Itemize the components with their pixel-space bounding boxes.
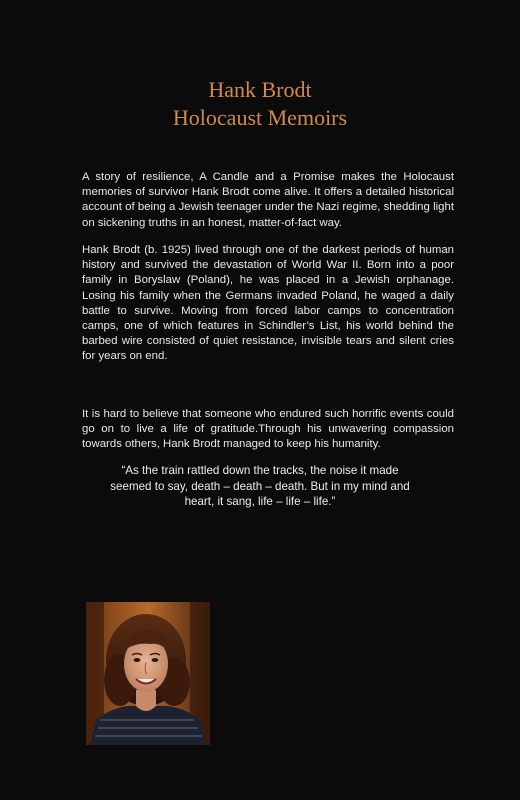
pull-quote: “As the train rattled down the tracks, the noise it made seemed to say, death – death – death. But in my mind and heart, it sang, life – life – life.”: [110, 464, 410, 509]
title-line-1: Hank Brodt: [208, 77, 312, 102]
blurb-paragraph-2: Hank Brodt (b. 1925) lived through one of the darkest periods of human history and survived the devastation of World War II. Born into a poor family in Boryslaw (Poland), he was placed in a Jewish orphanage. Losing his family when the Germans invaded Poland, he waged a daily battle to survive. Moving from forced labor camps to concentration camps, one of which features in Schindler’s List, his world behind the barbed wire consisted of quiet resistance, invisible tears and silent cries for years on end.: [82, 244, 454, 363]
blurb-paragraph-1: A story of resilience, A Candle and a Promise makes the Holocaust memories of survivor Hank Brodt come alive. It offers a detailed historical account of being a Jewish teenager under the Nazi regime, shedding light on sickening truths in an honest, matter-of-fact way.: [82, 171, 454, 229]
blurb-paragraph-3: It is hard to believe that someone who endured such horrific events could go on to live a life of gratitude.Through his unwavering compassion towards others, Hank Brodt managed to keep his humanity.: [82, 408, 454, 451]
author-photo: [86, 602, 210, 745]
title-line-2: Holocaust Memoirs: [172, 105, 348, 130]
